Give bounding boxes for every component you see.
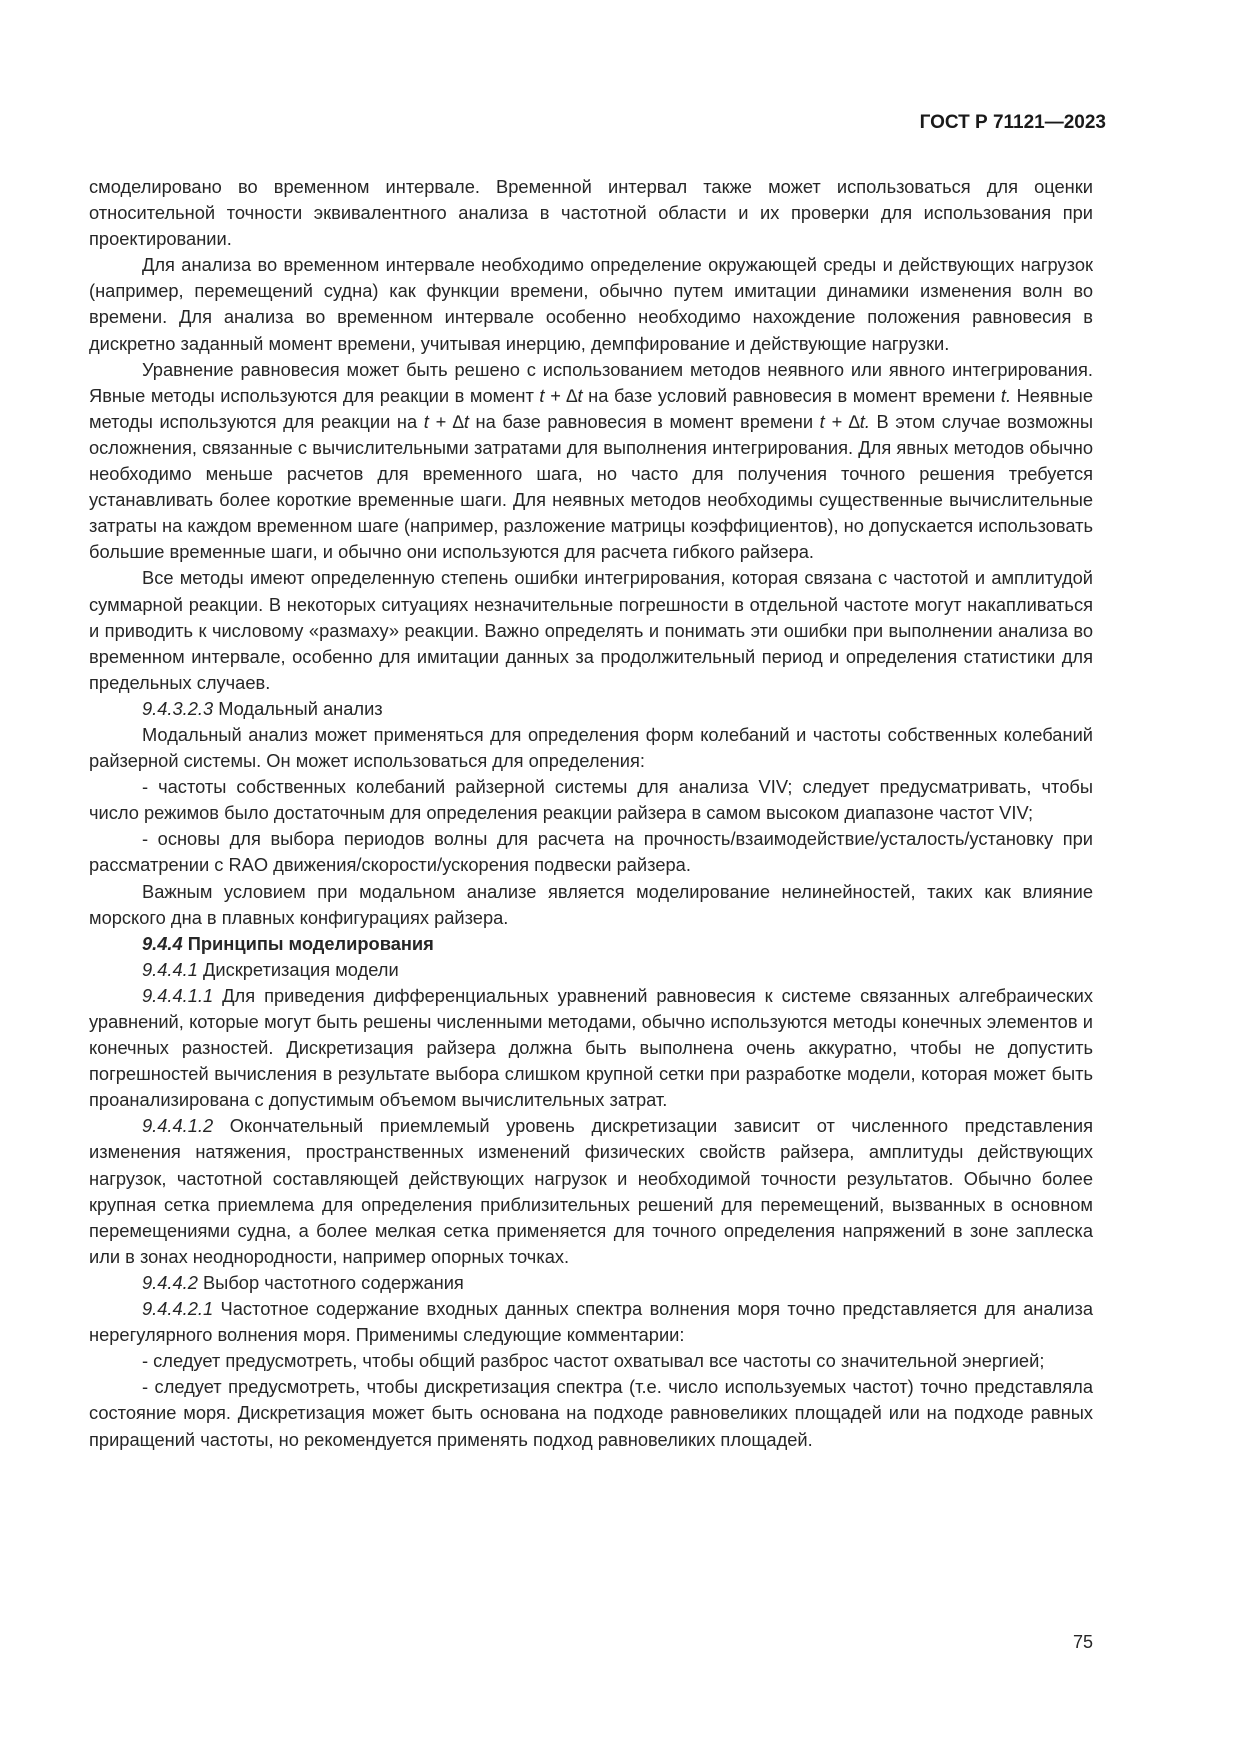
paragraph: Важным условием при модальном анализе является моделирование нелинейностей, таких как влияние морского дна в плавных конфигурациях райзера. [89,880,1093,928]
section-heading: 9.4.4 Принципы моделирования [142,932,434,954]
list-item: - частоты собственных колебаний райзерной системы для анализа VIV; следует предусматривать, чтобы число режимов было достаточным для определения реакции райзера в самом высоком диапазоне частот VIV; [89,776,1093,824]
list-item: - следует предусмотреть, чтобы дискретизация спектра (т.е. число используемых частот) точно представляла состояние моря. Дискретизация может быть основана на подходе равновеликих площадей или на подходе равных приращений частоты, но рекомендуется применять подход равновеликих площадей. [89,1376,1093,1450]
paragraph: 9.4.4.1.2 Окончательный приемлемый уровень дискретизации зависит от численного представления изменения натяжения, пространственных изменений физических свойств райзера, амплитуды действующих нагрузок, частотной составляющей действующих нагрузок и необходимой точности результатов. Обычно более крупная сетка приемлема для определения приблизительных решений для перемещений, вызванных в основном перемещениями судна, а более мелкая сетка применяется для точного определения напряжений в зоне заплеска или в зонах неоднородности, например опорных точках. [89,1115,1093,1267]
list-item: - основы для выбора периодов волны для расчета на прочность/взаимодействие/усталость/установку при рассматрении с RAO движения/скорости/ускорения подвески райзера. [89,828,1093,876]
body-text [89,174,1093,1453]
paragraph: Все методы имеют определенную степень ошибки интегрирования, которая связана с частотой и амплитудой суммарной реакции. В некоторых ситуациях незначительные погрешности в отдельной частоте могут накапливаться и приводить к числовому «размаху» реакции. Важно определять и понимать эти ошибки при выполнении анализа во временном интервале, особенно для имитации данных за продолжительный период и определения статистики для предельных случаев. [89,567,1093,693]
list-item: - следует предусмотреть, чтобы общий разброс частот охватывал все частоты со значительной энергией; [142,1350,1045,1372]
paragraph: Уравнение равновесия может быть решено с использованием методов неявного или явного интегрирования. Явные методы используются для реакции в момент t + ∆t на базе условий равновесия в момент времени t. Неявные методы используются для реакции на t + ∆t на базе равновесия в момент времени t + ∆t. В этом случае возможны осложнения, связанные с вычислительными затратами для выполнения интегрирования. Для явных методов обычно необходимо меньше расчетов для временного шага, но часто для получения точного решения требуется устанавливать более короткие временные шаги. Для неявных методов необходимы существенные вычислительные затраты на каждом временном шаге (например, разложение матрицы коэффициентов), но допускается использовать большие временные шаги, и обычно они используются для расчета гибкого райзера. [89,358,1093,563]
paragraph: Модальный анализ может применяться для определения форм колебаний и частоты собственных колебаний райзерной системы. Он может использоваться для определения: [89,723,1093,772]
section-heading: 9.4.3.2.3 Модальный анализ [142,697,383,719]
page-number: 75 [1072,1632,1093,1652]
paragraph: Для анализа во временном интервале необходимо определение окружающей среды и действующих нагрузок (например, перемещений судна) как функции времени, обычно путем имитации динамики изменения волн во времени. Для анализа во временном интервале особенно необходимо нахождение положения равновесия в дискретно заданный момент времени, учитывая инерцию, демпфирование и действующие нагрузки. [89,254,1093,354]
document-header: ГОСТ Р 71121—2023 [919,112,1106,133]
paragraph: 9.4.4.2.1 Частотное содержание входных данных спектра волнения моря точно представляется для анализа нерегулярного волнения моря. Применимы следующие комментарии: [89,1298,1093,1346]
section-heading: 9.4.4.1 Дискретизация модели [142,958,399,980]
paragraph: смоделировано во временном интервале. Временной интервал также может использоваться для оценки относительной точности эквивалентного анализа в частотной области и их проверки для использования при проектировании. [89,176,1093,250]
paragraph: 9.4.4.1.1 Для приведения дифференциальных уравнений равновесия к системе связанных алгебраических уравнений, которые могут быть решены численными методами, обычно используются методы конечных элементов и конечных разностей. Дискретизация райзера должна быть выполнена очень аккуратно, чтобы не допустить погрешностей вычисления в результате выбора слишком крупной сетки при разработке модели, которая может быть проанализирована с допустимым объемом вычислительных затрат. [89,984,1093,1111]
section-heading: 9.4.4.2 Выбор частотного содержания [142,1271,464,1293]
